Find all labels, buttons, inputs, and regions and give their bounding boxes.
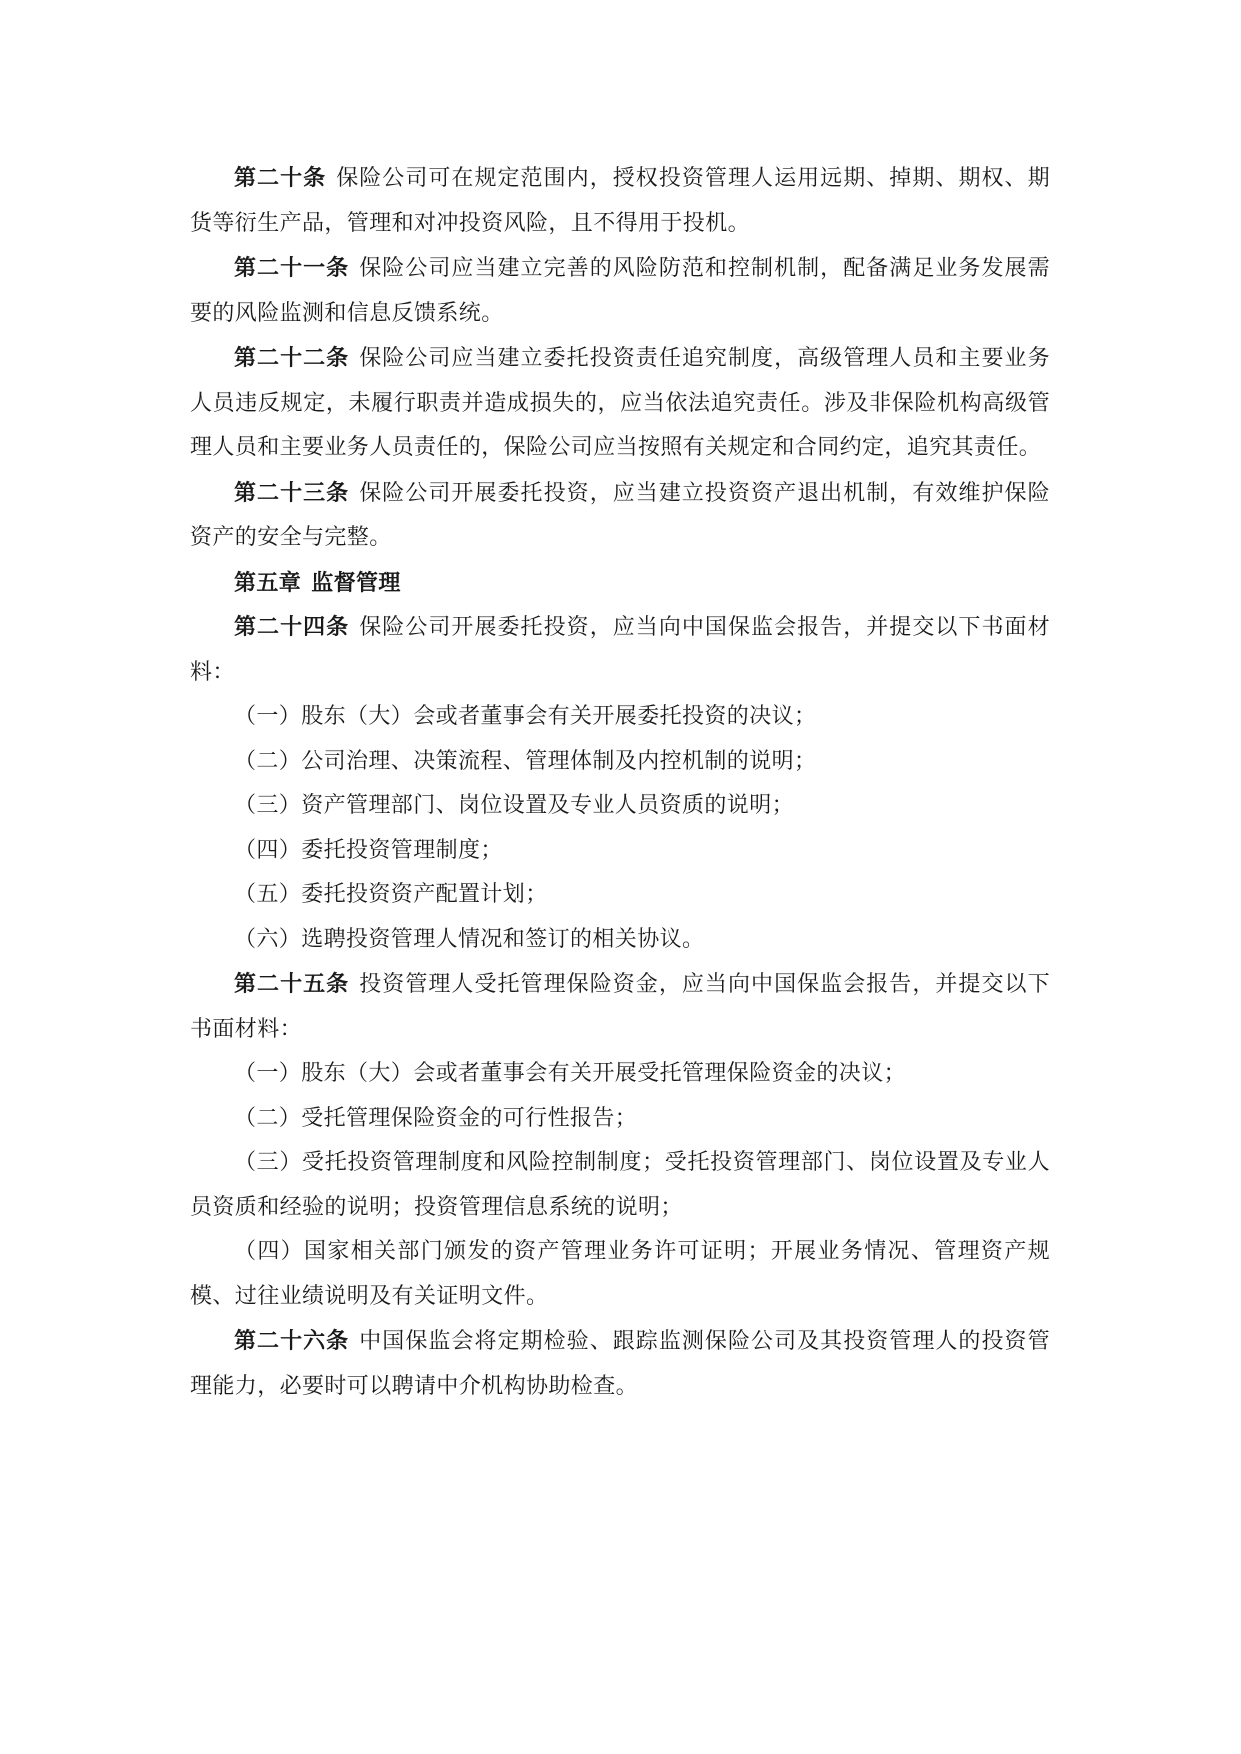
article-label: 第二十三条 — [234, 479, 350, 506]
list-item: （五）委托投资资产配置计划； — [234, 882, 548, 907]
article-23 — [190, 471, 1050, 561]
list-item: （一）股东（大）会或者董事会有关开展委托投资的决议； — [234, 704, 817, 729]
article-label: 第二十五条 — [234, 971, 350, 997]
article-text: 保险公司应当建立委托投资责任追究制度，高级管理人员和主要业务人员违反规定，未履行职责并造成损失的，应当依法追究责任。涉及非保险机构高级管理人员和主要业务人员责任的，保险公司应当按照有关规定和合同约定，追究其责任。 — [190, 346, 1050, 460]
article-text: 保险公司应当建立完善的风险防范和控制机制，配备满足业务发展需要的风险监测和信息反馈系统。 — [190, 256, 1050, 326]
chapter-heading — [190, 561, 1050, 606]
article-24 — [190, 605, 1050, 695]
article-label: 第二十一条 — [234, 255, 350, 281]
list-item: （四）国家相关部门颁发的资产管理业务许可证明；开展业务情况、管理资产规模、过往业绩说明及有关证明文件。 — [190, 1239, 1050, 1309]
list-item: （二）受托管理保险资金的可行性报告； — [234, 1105, 638, 1131]
article-25 — [190, 962, 1050, 1052]
chapter-number: 第五章 — [234, 569, 302, 596]
list-item: （四）委托投资管理制度； — [234, 837, 503, 863]
list-item: （三）受托投资管理制度和风险控制制度；受托投资管理部门、岗位设置及专业人员资质和经验的说明；投资管理信息系统的说明； — [190, 1150, 1050, 1220]
article-label: 第二十条 — [234, 165, 327, 191]
article-21 — [190, 246, 1050, 336]
list-item: （一）股东（大）会或者董事会有关开展受托管理保险资金的决议； — [234, 1061, 907, 1086]
article-26 — [190, 1319, 1050, 1409]
article-text: 保险公司开展委托投资，应当向中国保监会报告，并提交以下书面材料： — [190, 615, 1050, 685]
article-label: 第二十二条 — [234, 345, 350, 371]
article-text: 保险公司可在规定范围内，授权投资管理人运用远期、掉期、期权、期货等衍生产品，管理和对冲投资风险，且不得用于投机。 — [190, 166, 1050, 236]
list-item: （六）选聘投资管理人情况和签订的相关协议。 — [234, 926, 705, 952]
chapter-title: 监督管理 — [311, 569, 401, 596]
article-text: 中国保监会将定期检验、跟踪监测保险公司及其投资管理人的投资管理能力，必要时可以聘请中介机构协助检查。 — [190, 1329, 1050, 1399]
article-label: 第二十四条 — [234, 614, 350, 640]
article-22 — [190, 336, 1050, 471]
article-text: 保险公司开展委托投资，应当建立投资资产退出机制，有效维护保险资产的安全与完整。 — [190, 480, 1050, 550]
document-page — [190, 156, 1050, 1409]
article-20 — [190, 156, 1050, 246]
article-text: 投资管理人受托管理保险资金，应当向中国保监会报告，并提交以下书面材料： — [190, 972, 1050, 1042]
list-item: （三）资产管理部门、岗位设置及专业人员资质的说明； — [234, 793, 795, 818]
article-label: 第二十六条 — [234, 1328, 350, 1354]
list-item: （二）公司治理、决策流程、管理体制及内控机制的说明； — [234, 748, 817, 774]
